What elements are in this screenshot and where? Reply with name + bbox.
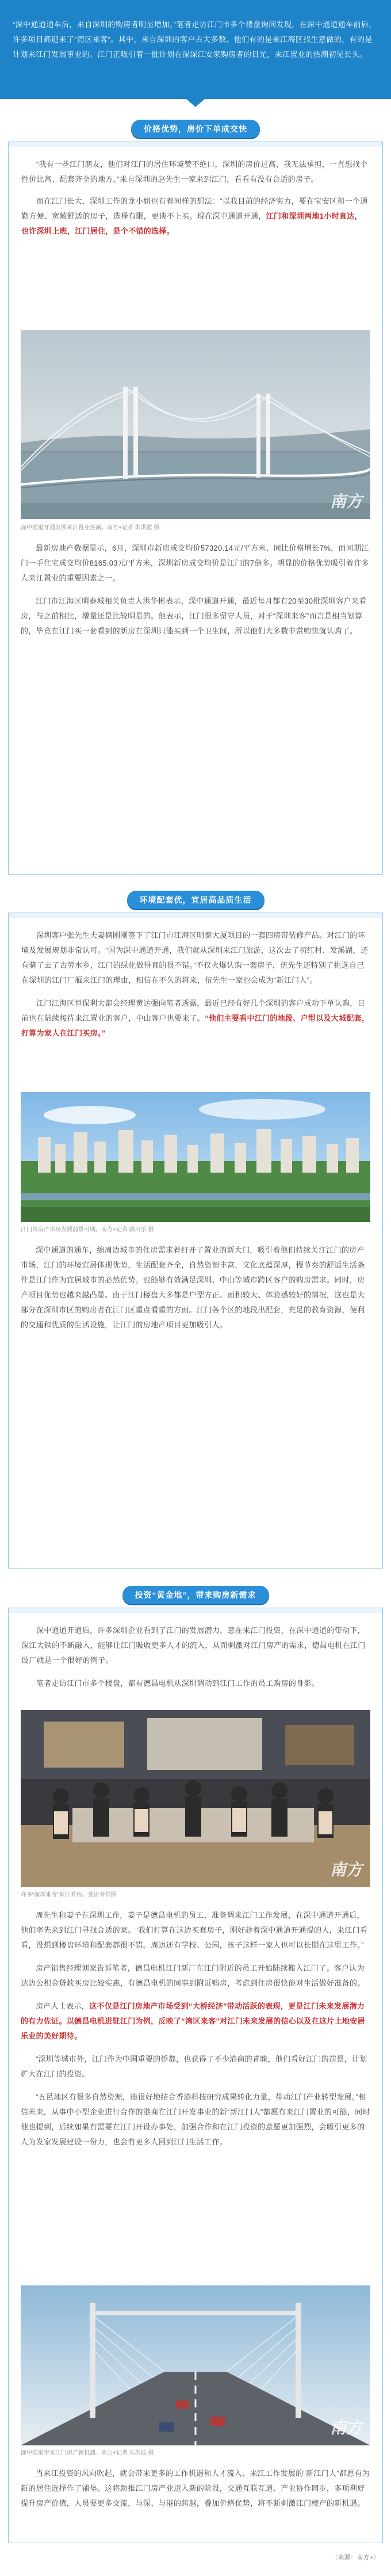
s2-paragraph-3: 深中通道的通车，缩周边城市的住房需求着打开了置业的新大门，吸引着他们持续关注江门的房产市场，江门的环境宜居体现优势，生活配套齐全，自然资源丰富，文化底蕴深厚，慢节奏的舒适生活条件是江门作为宜居城市的必然优势。也能够有效满足深圳、中山等城市跨区客户的购房需求。同时，房产项目优势也越来越凸显。由于江门楼盘大多都是户型方正、面积较大、体验感较好的情况，这也是大部分在深圳市区的购房者在江门区重点看重的方面。江门各个区的地段出配套，充足的教育资源，便利的交通和优质的生活设施，让江门的房地产项目更加吸引人。 (21, 1246, 365, 1329)
photo-2-caption: 江门市房产市场发展前景可期。南方+记者 骆川乐 摄 (21, 1227, 154, 1233)
s3-paragraph-2: 笔者走访江门市多个楼盘，都有德昌电机从深圳调动到江门工作的员工购房的身影。 (36, 1679, 320, 1688)
s3-paragraph-5-text: 房产人士表示， (36, 2002, 90, 2010)
city-photo-image (21, 1092, 370, 1222)
lead-box (0, 0, 391, 99)
s3-lower-text (21, 2466, 370, 2511)
spacer (21, 2082, 370, 2090)
s3-paragraph-5-highlight: 这不仅是江门房地产市场受到“大桥经济”带动活跃的表现，更是江门未来发展潜力的有力佐证。以德昌电机进驻江门为例，反映了“湾区来客”对江门未来发展的信心以及在这片土地安居乐业的美好期待。 (21, 2002, 365, 2040)
s3-paragraph-4: 房产销售经理刘家告诉笔者，德昌电机江门新厂在江门附近的员工开始陆续搬入江门了。客户认为达边公积金贷款买房比较实惠，有德昌电机的同事到附近购房，考虑到住房很快能对生活做好准备的。 (21, 1964, 365, 1987)
lead-box-pointer (186, 99, 205, 107)
s2-lower-text (21, 1243, 370, 1333)
section-2-tag: 环境配套优，宜居高品质生活 (127, 891, 264, 909)
spacer (21, 1991, 370, 1999)
photo-4-watermark: 南方 (329, 2418, 362, 2437)
s3-paragraph-8: 当来江投资的风向吹起，就会带来更多的工作机遇和人才流入。来江工作发展的“新江门人”都愿有为新的居住选择作了铺垫。这将助推江门房产业迈入新的阶段，交通互联互通、产业协作同步，多项利好提升房产价值，人员要更多交流，与深、与港的跨越，叠加价格优势，将不断刺激江门楼产的新机遇。 (21, 2469, 370, 2508)
section-1-tag: 价格优势，房价下单成交快 (131, 120, 260, 138)
s2-paragraph-2 (21, 996, 370, 1041)
card-strip (9, 142, 382, 147)
photo-3-watermark: 南方 (329, 1860, 362, 1879)
photo-4-caption: 深中通道带来江门房产新机遇。南方+记者 朱洪波 摄 (21, 2450, 154, 2456)
bridge-photo-2-image (21, 2285, 370, 2445)
s3-paragraph-5 (21, 1999, 370, 2044)
s1-paragraph-2-text: 而在江门长大、深圳工作的龙小姐也有着同样的想法：“以我目前的经济实力，要在宝安区租一个通勤方便、宽敞舒适的房子，选择有限，更谈不上买。现在深中通道开通， (21, 197, 368, 220)
city-photo (21, 1092, 370, 1222)
bridge-photo-2 (21, 2285, 370, 2445)
lead-paragraph: “深中通道通车后，来自深圳的购房者明显增加。”笔者走访江门市多个楼盘询问发现，在深中通道通车前后，许多项目都迎来了“湾区来客”。其中，来自深圳的客户占大多数。他们有的是来江海区找生意做的，有的是计划来江门发展事业的。江门正吸引着一批计划在深深江安家购房者的目光，来江置业的热潮初见长头。 (13, 20, 377, 59)
article-source: （来源：南方+） (331, 2554, 379, 2561)
photo-1-watermark: 南方 (329, 492, 362, 511)
sales-office-photo (21, 1710, 370, 1887)
photo-1-caption: 深中通道开通发展来江置业热潮。南方+记者 朱洪波 摄 (21, 525, 160, 531)
spacer (21, 187, 370, 194)
spacer (21, 2044, 370, 2052)
section-1-heading (0, 120, 391, 138)
s3-paragraph-7: “五邑地区有很多自然资源，能很好地结合香港科技研究成果转化力量，带动江门产业转型发展。”相信未来，从事中小型企业进行合作的港商在江门开发事业的新“新江门人”都愿有来江门置业的可能，同时他也提到，后续如果有需要在江门开设办事处，加强合作和在江门投资的意愿更加强烈，会吸引更多的人为发家发展建设一份力，也会有更多人回到江门生活工作。 (21, 2093, 370, 2146)
s1-paragraph-4: 江门市江海区明泰城相关负责人洪华彬表示，深中通道开通，最近每月都有20至30批深圳客户来看房，与之前相比，增量还是比较明显的。他表示，江门很多留守人员，对于“深圳来客”而言是相当划算的，毕竟在江门买一套看到的新房在深圳只能买到一个卫生间，所以他们大多数非常购快就认购了。 (21, 597, 367, 635)
s3-paragraph-3: 周先生和妻子在深圳工作，妻子是德昌电机的员工，准备调来江门工作发展，在深中通道开通后，他们率先来到江门寻找合适的家。“我们打算在这边买套房子，刚好趁着深中通道开通提的人，来江门看看，没想到楼盘环境和配套都很不错。周边还有学校、公园，孩子这样一家人也可以长期在这里工作。” (21, 1911, 368, 1949)
s2-paragraph-1: 深圳客户张先生夫妻俩刚刚签下了江门市江海区明泰大厦项目的一套四房带装修产品。对江门的环境及发展规划非常认可。“因为深中通道开通，我们就从深圳来江门旅游，这次去了初红村、发溪湖，还有骑了去了古劳水乡，江门的绿化做得真的很不错。”不仅火爆认购一套房子，伍先生还特别了挑选自己在深圳的江门厂雁来江门的理由，相信在不久的将来，伍先生一家也会成为“新江门人”。 (21, 931, 369, 984)
section-2-card (8, 913, 383, 1569)
sales-office-photo-image (21, 1710, 370, 1887)
s3-paragraph-1: 深中通道开通后，许多深圳企业看到了江门的发展潜力，意在来江门投资，在深中通道的带动下，深江大铁的不断融入，能够让江门吸收更多人才的流入，从而刺激对江门房产的需求，德昌电机在江门设厂就是一个很好的例子。 (21, 1626, 366, 1665)
card-strip (9, 913, 382, 918)
card-strip (9, 1608, 382, 1613)
section-3-tag: 投资“黄金地”，带来购房新需求 (122, 1586, 269, 1604)
spacer (21, 586, 370, 594)
s3-middle-text (21, 1908, 370, 2150)
photo-3-caption: 许多“深圳来客”来江看房。受访者供图 (21, 1892, 117, 1898)
s2-paragraph-2-highlight: “他们主要看中江门的地段、户型以及大城配套，打算为家人在江门买房。” (21, 1014, 370, 1037)
s1-paragraph-2-highlight: 江门和深圳两地1小时直达，也许深圳上班，江门居住，是个不错的选择。 (21, 212, 362, 235)
bridge-photo-1 (21, 330, 370, 519)
s2-paragraph-2-text: 江门江海区恒保利大都会经理黄达强向笔者透露，最近已经有好几个深圳的客户成功下单认购，目前也在陆续接待来江置业的客户，中山客户也要来了。 (21, 999, 365, 1022)
s1-paragraph-1: “我有一些江门朋友，他们对江门的居住环境赞不绝口，深圳的房价过高，我无法承担，一直想找个性价比高、配套齐全的地方。”来自深圳的赵先生一家来到江门，看看有没有合适的房子。 (21, 160, 368, 184)
section-2-heading (0, 891, 391, 909)
spacer (21, 988, 370, 996)
section-3-heading (0, 1586, 391, 1604)
s1-paragraph-2 (21, 194, 370, 239)
spacer (21, 1668, 370, 1676)
spacer (21, 1953, 370, 1961)
bridge-photo-1-image (21, 330, 370, 519)
s3-paragraph-6: “深圳等城市外，江门作为中国重要的侨都，也获得了不少港商的青睐，他们看好江门的前景，计划扩大在江门的投资。 (21, 2055, 367, 2078)
s1-paragraph-3: 最新房地产数据显示，6月，深圳市新房成交均价57320.14元/平方米，同比价格增长7%，而同期江门一手住宅成交均价8165.03元/平方米，深圳新房成交均价是江门的7倍多。明显的价格优势吸引着许多人来江置业的重要因素之一。 (21, 544, 369, 582)
s1-lower-text (21, 541, 370, 639)
